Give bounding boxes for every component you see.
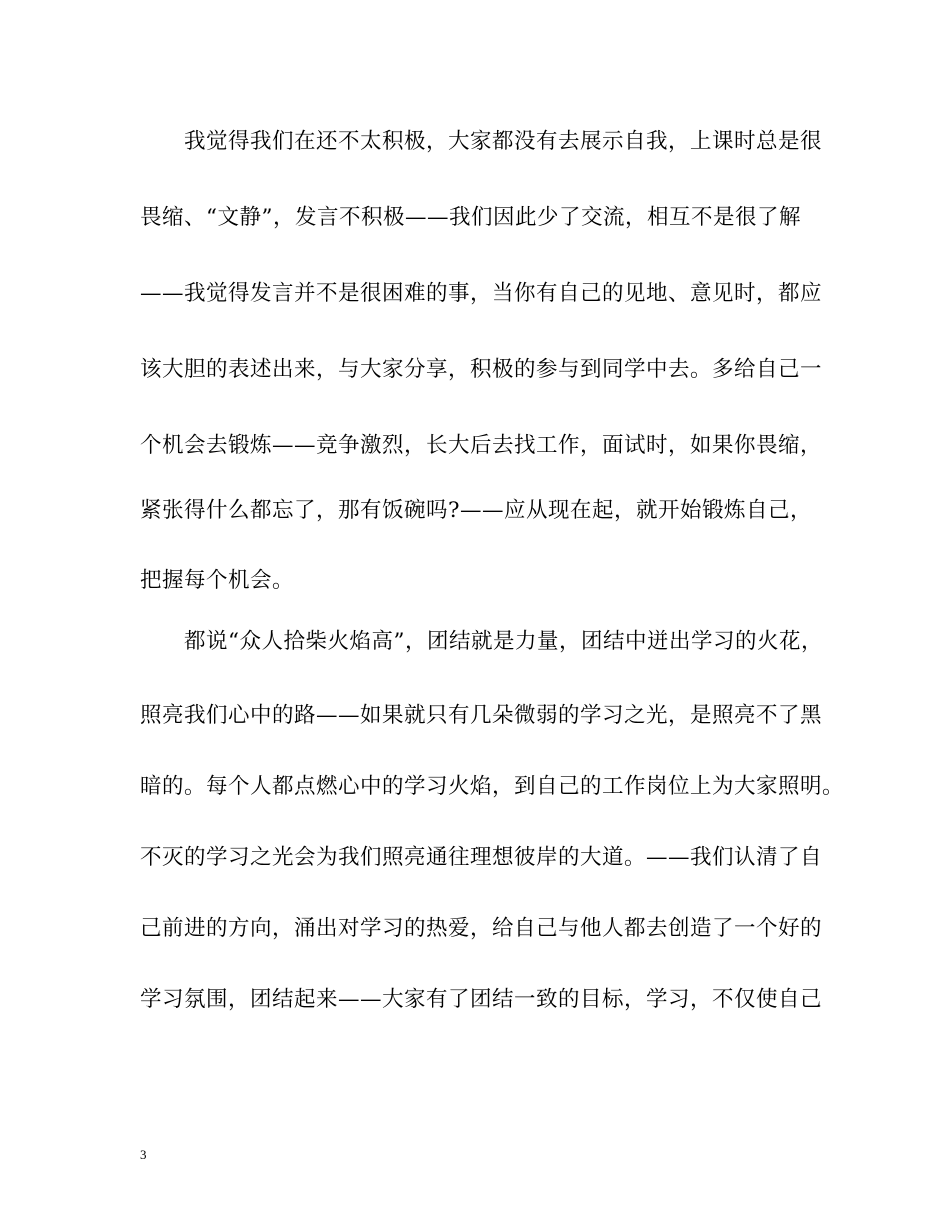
- paragraph-1-line-1: 我觉得我们在还不太积极，大家都没有去展示自我，上课时总是很: [140, 129, 823, 154]
- paragraph-2-line-3: 暗的。每个人都点燃心中的学习火焰，到自己的工作岗位上为大家照明。: [140, 774, 845, 799]
- paragraph-2-line-1: 都说“众人拾柴火焰高”，团结就是力量，团结中迸出学习的火花，: [140, 629, 823, 654]
- paragraph-1-line-4: 该大胆的表述出来，与大家分享，积极的参与到同学中去。多给自己一: [140, 357, 823, 382]
- paragraph-1-line-6: 紧张得什么都忘了，那有饭碗吗?——应从现在起，就开始锻炼自己，: [140, 498, 813, 523]
- paragraph-2-line-5: 己前进的方向，涌出对学习的热爱，给自己与他人都去创造了一个好的: [140, 916, 823, 941]
- page-number: 3: [140, 1147, 147, 1162]
- paragraph-2-line-4: 不灭的学习之光会为我们照亮通往理想彼岸的大道。——我们认清了自: [140, 845, 823, 870]
- paragraph-1-line-5: 个机会去锻炼——竞争激烈，长大后去找工作，面试时，如果你畏缩，: [140, 433, 823, 458]
- paragraph-2-line-2: 照亮我们心中的路——如果就只有几朵微弱的学习之光，是照亮不了黑: [140, 703, 823, 728]
- paragraph-2-line-6: 学习氛围，团结起来——大家有了团结一致的目标，学习，不仅使自己: [140, 987, 823, 1012]
- paragraph-1-line-7: 把握每个机会。: [140, 568, 295, 593]
- paragraph-1-line-3: ——我觉得发言并不是很困难的事，当你有自己的见地、意见时，都应: [140, 281, 823, 306]
- paragraph-1-line-2: 畏缩、“文静”，发言不积极——我们因此少了交流，相互不是很了解: [140, 205, 801, 230]
